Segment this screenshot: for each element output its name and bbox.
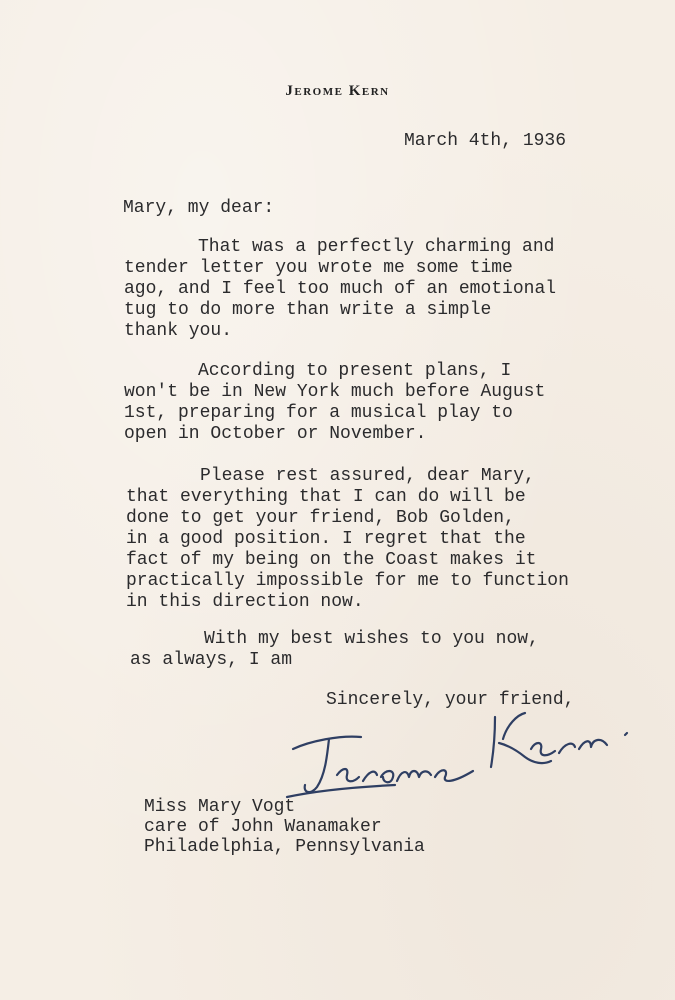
body-line: done to get your friend, Bob Golden, <box>126 508 515 528</box>
closing: Sincerely, your friend, <box>326 690 575 710</box>
body-paragraph-2 <box>124 361 545 445</box>
body-paragraph-3 <box>126 466 569 613</box>
body-line: in a good position. I regret that the <box>126 529 526 549</box>
body-line: According to present plans, I <box>198 361 512 381</box>
body-line: thank you. <box>124 321 233 341</box>
body-line: fact of my being on the Coast makes it <box>126 550 537 570</box>
body-line: 1st, preparing for a musical play to <box>124 403 513 423</box>
body-line: that everything that I can do will be <box>126 487 526 507</box>
body-line: With my best wishes to you now, <box>204 629 539 649</box>
body-line: as always, I am <box>130 650 293 670</box>
address-line: Philadelphia, Pennsylvania <box>144 837 425 857</box>
body-paragraph-1 <box>124 237 556 342</box>
body-line: tug to do more than write a simple <box>124 300 492 320</box>
body-line: ago, and I feel too much of an emotional <box>124 279 557 299</box>
body-line: open in October or November. <box>124 424 427 444</box>
address-line: care of John Wanamaker <box>144 817 382 837</box>
body-line: practically impossible for me to function <box>126 571 569 591</box>
signature-drawing <box>285 705 655 815</box>
address-line: Miss Mary Vogt <box>144 797 296 817</box>
letter-date: March 4th, 1936 <box>404 131 567 151</box>
letterhead: Jerome Kern <box>285 83 390 99</box>
salutation: Mary, my dear: <box>123 198 275 218</box>
body-line: tender letter you wrote me some time <box>124 258 513 278</box>
body-line: That was a perfectly charming and <box>198 237 555 257</box>
handwritten-signature <box>285 705 655 815</box>
body-line: won't be in New York much before August <box>124 382 546 402</box>
body-paragraph-4 <box>130 629 539 671</box>
body-line: in this direction now. <box>126 592 364 612</box>
body-line: Please rest assured, dear Mary, <box>200 466 535 486</box>
